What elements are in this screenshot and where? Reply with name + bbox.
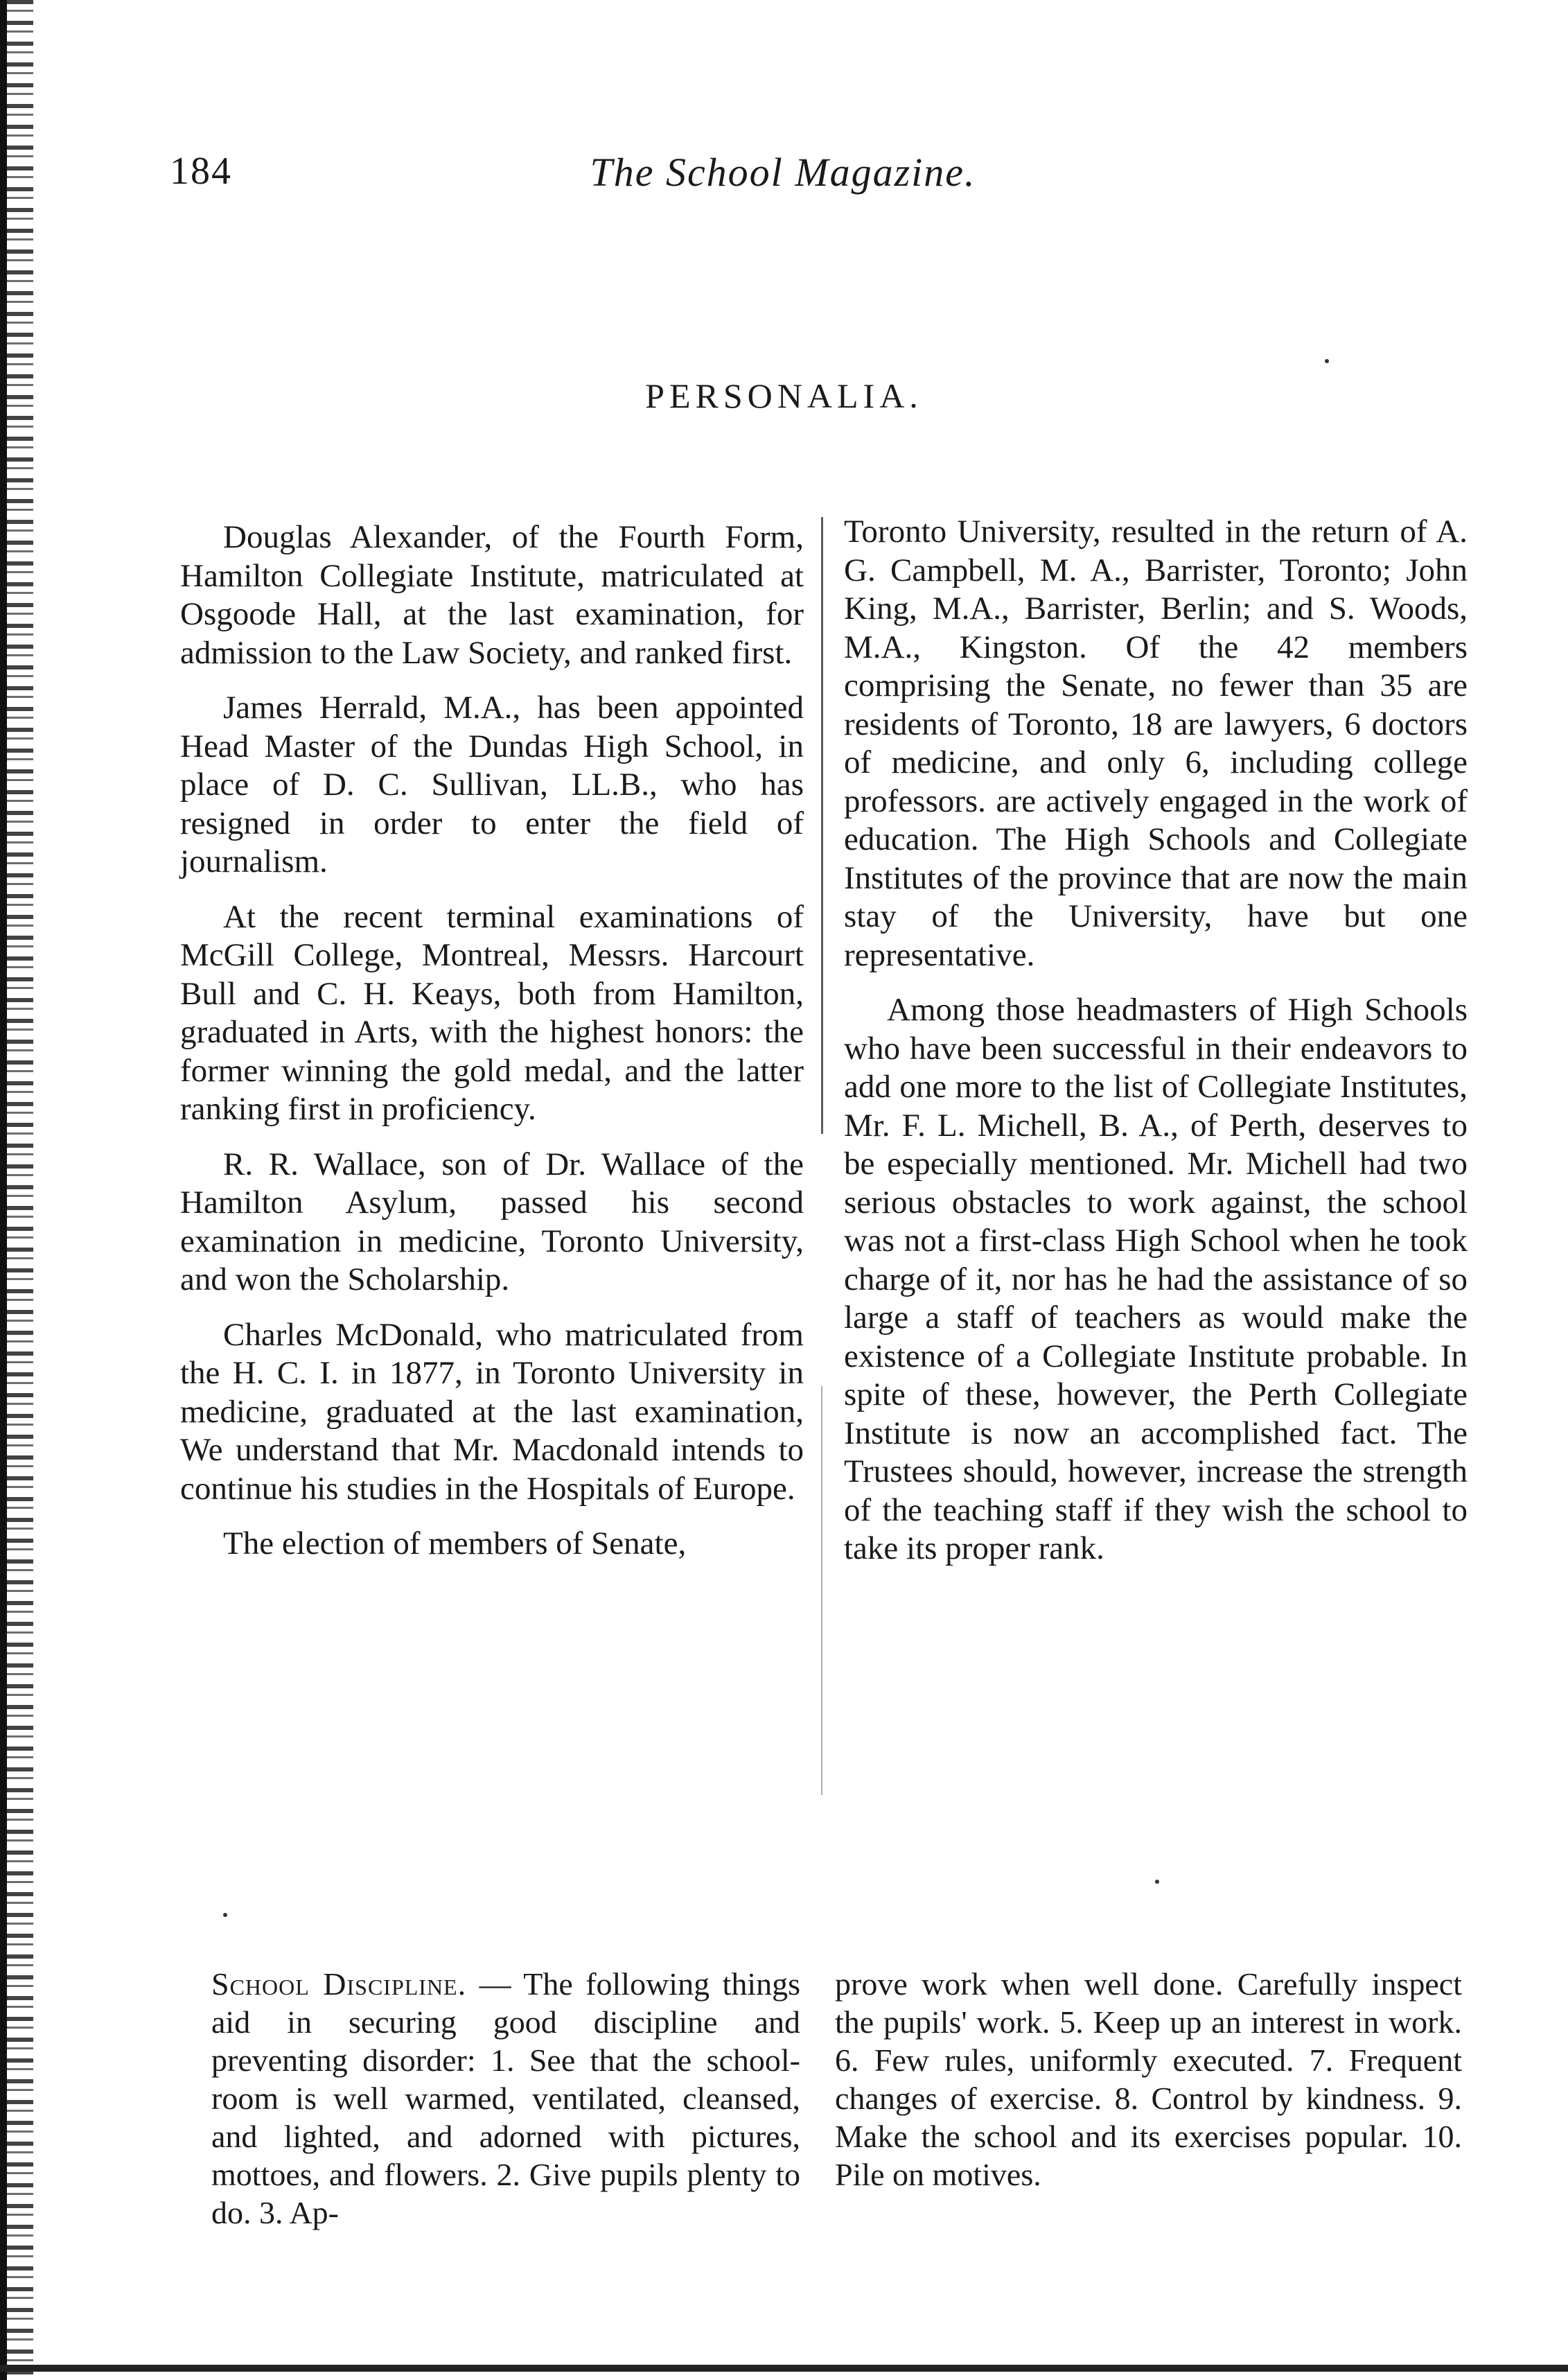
section-title: PERSONALIA. <box>645 376 923 415</box>
discipline-heading: School Discipline. <box>211 1966 467 2002</box>
discipline-right-text: prove work when well done. Carefully inspect the pupils' work. 5. Keep up an interest in work. 6. Few rules, uniformly executed. 7. Frequent changes of exercise. 8. Control by kindness. 9. Make the school and its exercises popular. 10. Pile on motives. <box>835 1966 1462 2192</box>
item-senate-election-start: The election of members of Senate, <box>223 1525 687 1561</box>
page-number: 184 <box>170 150 232 193</box>
item-charles-mcdonald: Charles McDonald, who matriculated from the H. C. I. in 1877, in Toronto University in medicine, graduated at the last examination, We understand that Mr. Macdonald intends to continue his studies in the Hospitals of Europe. <box>180 1316 804 1507</box>
discipline-left-body: The following things aid in securing good discipline and preventing disorder: 1. See that the school-room is well warmed, ventilated, cleansed, and lighted, and adorned with pictures, mottoes, and flowers. 2. Give pupils plenty to do. 3. Ap- <box>211 1966 801 2230</box>
item-mcgill-examinations: At the recent terminal examinations of McGill College, Montreal, Messrs. Harcourt Bull and C. H. Keays, both from Hamilton, graduated in Arts, with the highest honors: the former winning the gold medal, and the latter ranking first in proficiency. <box>180 898 804 1127</box>
print-speck <box>223 1913 227 1917</box>
item-douglas-alexander: Douglas Alexander, of the Fourth Form, Hamilton Collegiate Institute, matriculated at Osgoode Hall, at the last examination, for admission to the Law Society, and ranked first. <box>180 519 804 671</box>
left-column <box>180 518 804 1580</box>
running-head <box>0 149 1568 204</box>
column-rule-lower <box>821 1386 822 1795</box>
bottom-rule <box>0 2365 1568 2372</box>
item-rr-wallace: R. R. Wallace, son of Dr. Wallace of the Hamilton Asylum, passed his second examination in medicine, Toronto University, and won the Scholarship. <box>180 1146 804 1297</box>
print-speck <box>1325 359 1329 363</box>
discipline-left <box>211 1965 800 2232</box>
right-column <box>844 513 1468 1585</box>
item-james-herrald: James Herrald, M.A., has been appointed Head Master of the Dundas High School, in place of D. C. Sullivan, LL.B., who has resigned in order to enter the field of journalism. <box>180 690 804 880</box>
discipline-right <box>835 1965 1462 2194</box>
magazine-title: The School Magazine. <box>590 150 976 195</box>
item-senate-election-cont: Toronto University, resulted in the return of A. G. Campbell, M. A., Barrister, Toronto; John King, M.A., Barrister, Berlin; and S. Woods, M.A., Kingston. Of the 42 members comprising the Senate, no fewer than 35 are residents of Toronto, 18 are lawyers, 6 doctors of medicine, and only 6, including college professors. are actively engaged in the work of education. The High Schools and Collegiate Institutes of the province that are now the main stay of the University, have but one representative. <box>844 514 1468 973</box>
binding-edge-dark <box>0 0 7 2380</box>
item-perth-collegiate: Among those headmasters of High Schools who have been successful in their endeavors to add one more to the list of Collegiate Institutes, Mr. F. L. Michell, B. A., of Perth, deserves to be especially mentioned. Mr. Michell had two serious obstacles to work against, the school was not a first-class High School when he took charge of it, nor has he had the assistance of so large a staff of teachers as would make the existence of a Collegiate Institute probable. In spite of these, however, the Perth Collegiate Institute is now an accomplished fact. The Trustees should, however, increase the strength of the teaching staff if they wish the school to take its proper rank. <box>844 992 1468 1566</box>
print-speck <box>1155 1880 1159 1884</box>
discipline-left-text: School Discipline. — The following things aid in securing good discipline and preventing disorder: 1. See that the school-room is well warmed, ventilated, cleansed, and lighted, and adorned with pictures, mottoes, and flowers. 2. Give pupils plenty to do. 3. Ap- <box>211 1966 801 2230</box>
column-rule <box>821 517 823 1134</box>
